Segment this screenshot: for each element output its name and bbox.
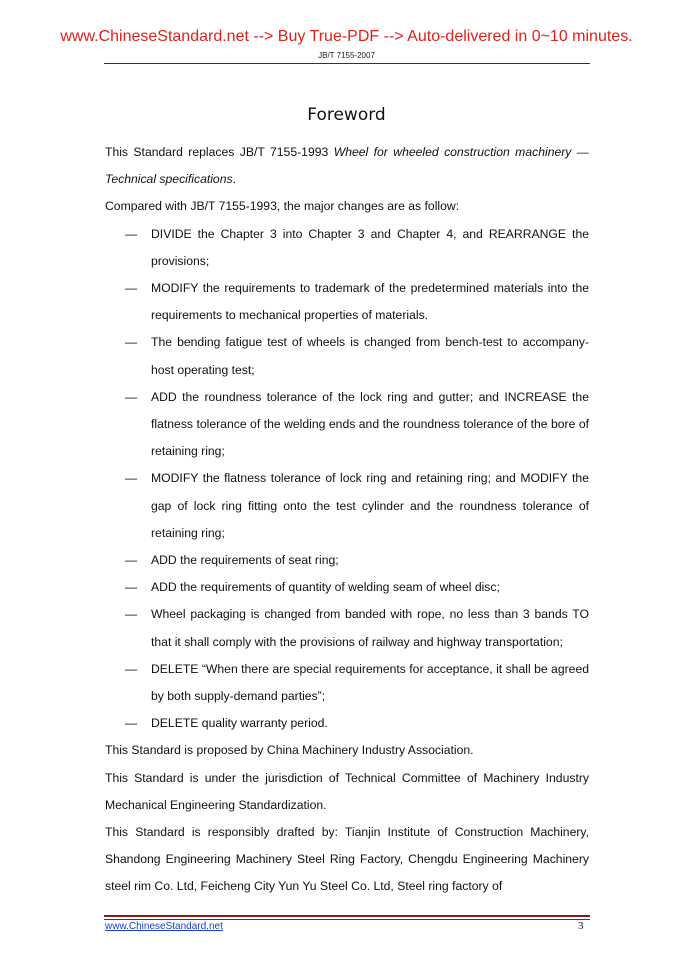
list-dash: —	[125, 389, 138, 404]
header-divider	[104, 63, 590, 64]
footer-website-link[interactable]: www.ChineseStandard.net	[105, 921, 223, 932]
proposed-paragraph: This Standard is proposed by China Machinery Industry Association.	[105, 743, 474, 758]
list-item-text: MODIFY the requirements to trademark of the predetermined materials into the requirements to mechanical properties of materials.	[151, 281, 589, 323]
list-item	[105, 465, 589, 547]
list-dash: —	[125, 580, 138, 595]
changes-intro: Compared with JB/T 7155-1993, the major changes are as follow:	[105, 199, 460, 214]
page-number: 3	[578, 920, 584, 932]
list-item-text: Wheel packaging is changed from banded with rope, no less than 3 bands TO that it shall comply with the provisions of railway and highway transportation;	[151, 607, 589, 649]
list-item-text: The bending fatigue test of wheels is changed from bench-test to accompany-host operating test;	[151, 335, 589, 377]
list-item-text: ADD the requirements of seat ring;	[151, 553, 339, 568]
list-item	[105, 547, 589, 574]
list-dash: —	[125, 335, 138, 350]
list-dash: —	[125, 716, 138, 731]
replacement-text: This Standard replaces JB/T 7155-1993	[105, 145, 334, 159]
list-dash: —	[125, 553, 138, 568]
list-item-text: DELETE quality warranty period.	[151, 716, 328, 731]
replaced-standard-title: Wheel for wheeled construction machinery — Technical specifications	[105, 145, 589, 187]
foreword-body	[105, 139, 589, 901]
drafted-paragraph: This Standard is responsibly drafted by: Tianjin Institute of Construction Machinery, Shandong Engineering Machinery Steel Ring Factory, Chengdu Engineering Machinery steel rim Co. Ltd, Feicheng City Yun Yu Steel Co. Ltd, Steel ring factory of	[105, 825, 589, 894]
list-item	[105, 384, 589, 466]
footer-divider-thick	[104, 915, 590, 917]
list-item	[105, 656, 589, 710]
list-dash: —	[125, 226, 138, 241]
jurisdiction-paragraph: This Standard is under the jurisdiction of Technical Committee of Machinery Industry Mechanical Engineering Standardization.	[105, 770, 589, 812]
list-item	[105, 574, 589, 601]
changes-list	[105, 221, 589, 738]
footer-divider-thin	[104, 919, 590, 920]
list-item-text: DELETE “When there are special requirements for acceptance, it shall be agreed by both supply-demand parties”;	[151, 661, 589, 704]
list-item-text: DIVIDE the Chapter 3 into Chapter 3 and Chapter 4, and REARRANGE the provisions;	[151, 226, 589, 268]
list-dash: —	[125, 607, 138, 622]
list-dash: —	[125, 661, 138, 676]
page-title: Foreword	[307, 105, 386, 125]
list-item	[105, 601, 589, 655]
replacement-paragraph	[105, 139, 589, 193]
promo-banner[interactable]: www.ChineseStandard.net --> Buy True-PDF --> Auto-delivered in 0~10 minutes.	[60, 28, 633, 45]
list-item-text: ADD the roundness tolerance of the lock ring and gutter; and INCREASE the flatness tolerance of the welding ends and the roundness tolerance of the bore of retaining ring;	[151, 389, 589, 459]
list-item-text: ADD the requirements of quantity of welding seam of wheel disc;	[151, 580, 500, 595]
list-item	[105, 329, 589, 383]
document-code: JB/T 7155-2007	[318, 51, 375, 60]
list-item	[105, 710, 589, 737]
replacement-end: .	[232, 172, 236, 187]
list-item	[105, 275, 589, 329]
list-item	[105, 221, 589, 275]
list-dash: —	[125, 471, 138, 486]
list-dash: —	[125, 281, 138, 296]
list-item-text: MODIFY the flatness tolerance of lock ring and retaining ring; and MODIFY the gap of lock ring fitting onto the test cylinder and the roundness tolerance of retaining ring;	[151, 471, 589, 540]
